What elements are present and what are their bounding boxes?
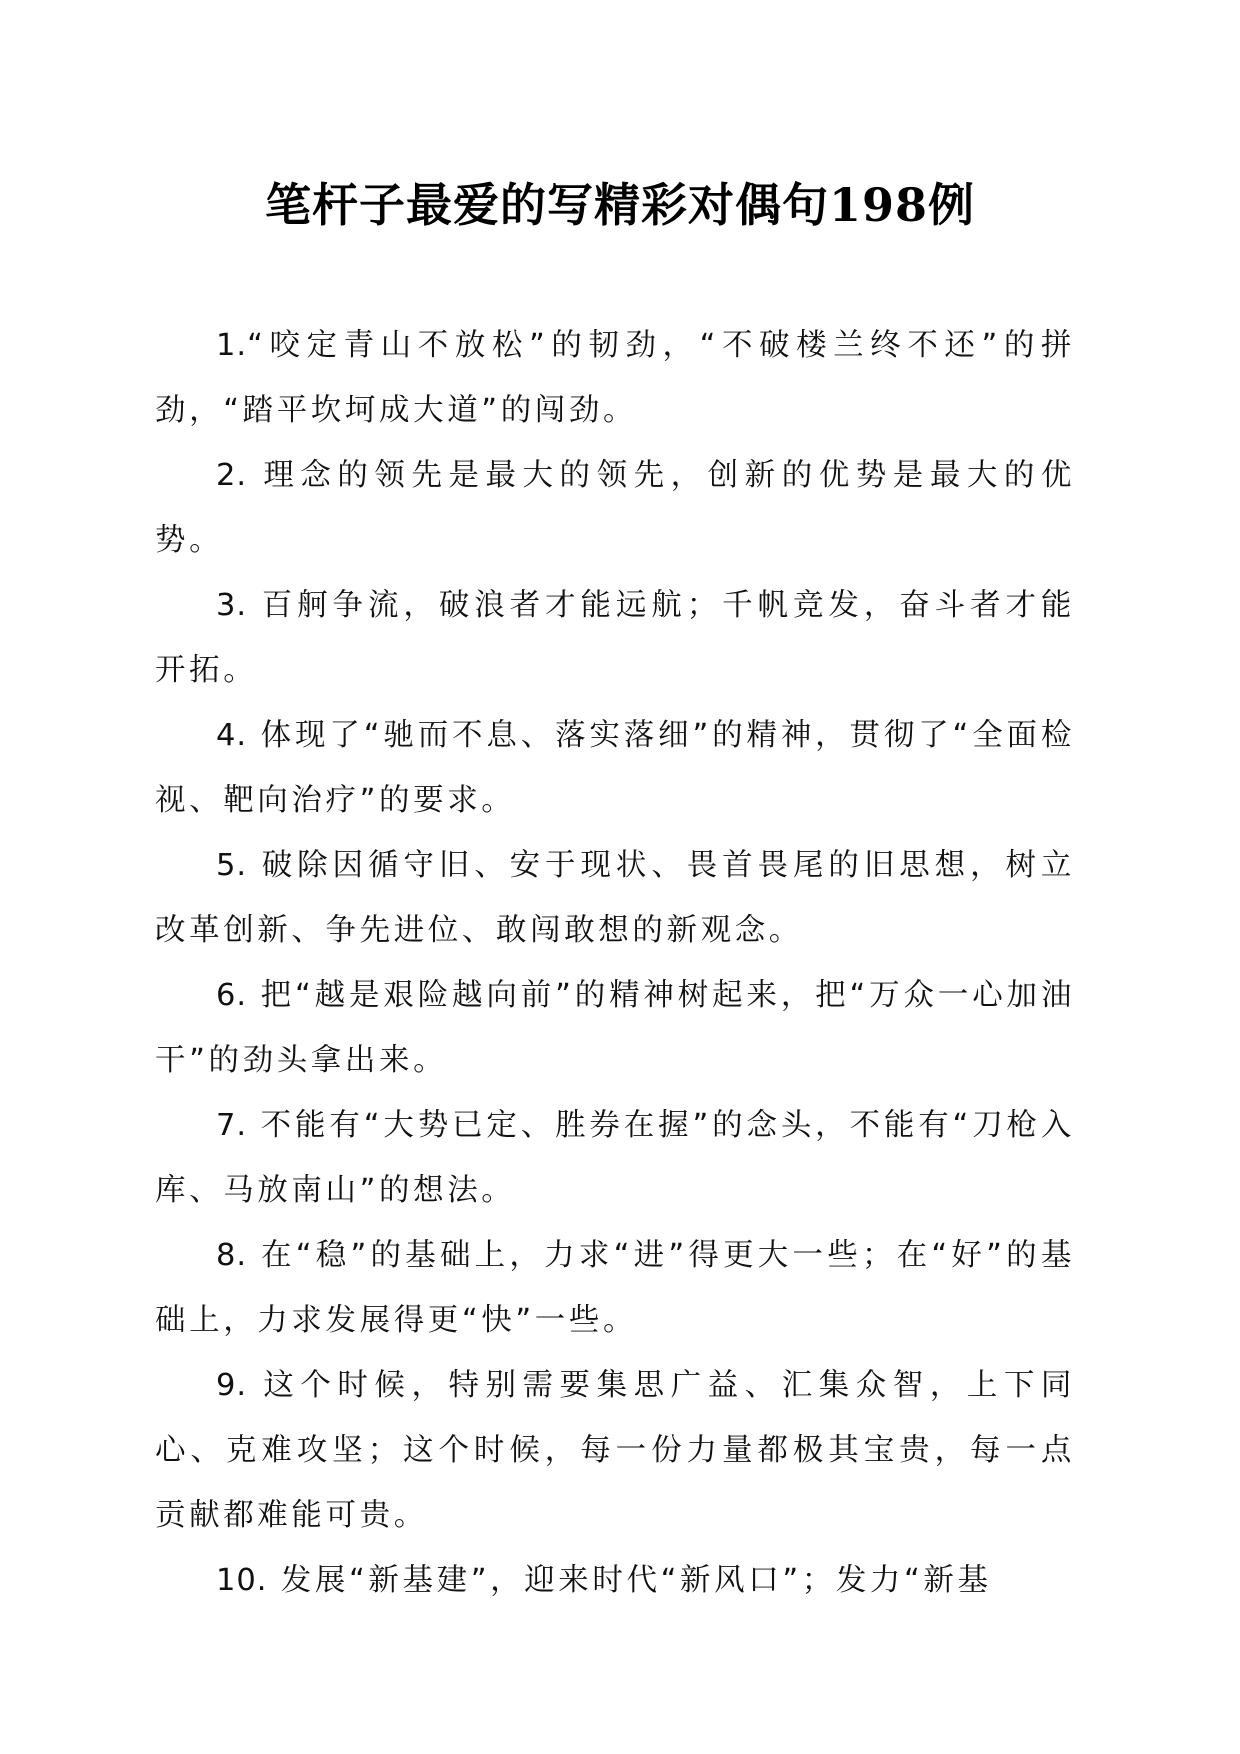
- paragraph-6: [155, 963, 1075, 1093]
- paragraph-text: 这个时候，特别需要集思广益、汇集众智，上下同心、克难攻坚；这个时候，每一份力量都极其宝贵，每一点贡献都难能可贵。: [155, 1368, 1075, 1533]
- paragraph-number: 7.: [216, 1108, 248, 1143]
- paragraph-10: [155, 1548, 1075, 1613]
- paragraph-7: [155, 1093, 1075, 1223]
- paragraph-1: [155, 313, 1075, 443]
- paragraph-number: 2.: [216, 458, 248, 493]
- paragraph-text: 体现了“驰而不息、落实落细”的精神，贯彻了“全面检视、靶向治疗”的要求。: [155, 718, 1075, 818]
- paragraph-number: 6.: [216, 978, 248, 1013]
- paragraph-text: 破除因循守旧、安于现状、畏首畏尾的旧思想，树立改革创新、争先进位、敢闯敢想的新观念。: [155, 848, 1075, 948]
- paragraph-number: 4.: [216, 718, 248, 753]
- paragraph-5: [155, 833, 1075, 963]
- paragraph-9: [155, 1353, 1075, 1548]
- paragraph-number: 1.: [216, 328, 248, 363]
- paragraph-number: 10.: [216, 1563, 268, 1598]
- paragraph-3: [155, 573, 1075, 703]
- document-title: 笔杆子最爱的写精彩对偶句198例: [264, 178, 976, 232]
- paragraph-number: 3.: [216, 588, 248, 623]
- paragraph-text: 理念的领先是最大的领先，创新的优势是最大的优势。: [155, 458, 1075, 558]
- paragraph-number: 5.: [216, 848, 248, 883]
- paragraph-text: “咬定青山不放松”的韧劲，“不破楼兰终不还”的拼劲，“踏平坎坷成大道”的闯劲。: [155, 328, 1075, 428]
- paragraph-text: 百舸争流，破浪者才能远航；千帆竞发，奋斗者才能开拓。: [155, 588, 1075, 688]
- paragraph-number: 9.: [216, 1368, 248, 1403]
- paragraph-8: [155, 1223, 1075, 1353]
- document-body: [155, 313, 1075, 1613]
- paragraph-number: 8.: [216, 1238, 248, 1273]
- paragraph-text: 在“稳”的基础上，力求“进”得更大一些；在“好”的基础上，力求发展得更“快”一些。: [155, 1238, 1075, 1338]
- paragraph-4: [155, 703, 1075, 833]
- paragraph-text: 把“越是艰险越向前”的精神树起来，把“万众一心加油干”的劲头拿出来。: [155, 978, 1075, 1078]
- paragraph-text: 发展“新基建”，迎来时代“新风口”；发力“新基: [267, 1563, 992, 1598]
- paragraph-2: [155, 443, 1075, 573]
- paragraph-text: 不能有“大势已定、胜券在握”的念头，不能有“刀枪入库、马放南山”的想法。: [155, 1108, 1075, 1208]
